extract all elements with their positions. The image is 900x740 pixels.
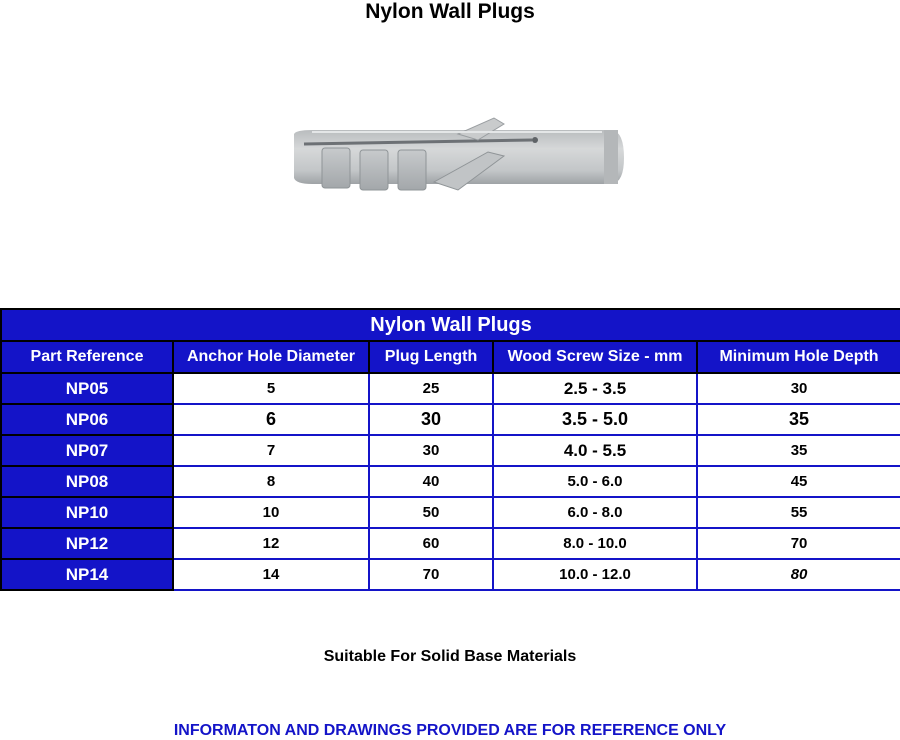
plug-length-cell: 50 — [369, 497, 493, 528]
specification-table — [0, 308, 900, 591]
wood-screw-size-cell: 2.5 - 3.5 — [493, 373, 697, 404]
anchor-hole-diameter-cell: 6 — [173, 404, 369, 435]
page-title: Nylon Wall Plugs — [365, 0, 535, 23]
wood-screw-size-cell: 5.0 - 6.0 — [493, 466, 697, 497]
table-row — [1, 466, 900, 497]
header-wood-screw-size: Wood Screw Size - mm — [493, 341, 697, 373]
plug-length-cell: 40 — [369, 466, 493, 497]
table-row — [1, 404, 900, 435]
wood-screw-size-cell: 6.0 - 8.0 — [493, 497, 697, 528]
wood-screw-size-cell: 8.0 - 10.0 — [493, 528, 697, 559]
minimum-hole-depth-cell: 30 — [697, 373, 900, 404]
anchor-hole-diameter-cell: 12 — [173, 528, 369, 559]
header-plug-length: Plug Length — [369, 341, 493, 373]
suitable-materials-note: Suitable For Solid Base Materials — [323, 648, 577, 665]
plug-length-cell: 60 — [369, 528, 493, 559]
table-row — [1, 435, 900, 466]
plug-length-cell: 25 — [369, 373, 493, 404]
header-part-reference: Part Reference — [1, 341, 173, 373]
plug-length-cell: 30 — [369, 435, 493, 466]
anchor-hole-diameter-cell: 10 — [173, 497, 369, 528]
table-row — [1, 559, 900, 590]
part-reference-cell: NP08 — [1, 466, 173, 497]
plug-length-cell: 30 — [369, 404, 493, 435]
minimum-hole-depth-cell: 70 — [697, 528, 900, 559]
table-row — [1, 497, 900, 528]
nylon-wall-plug-image — [282, 112, 627, 204]
part-reference-cell: NP06 — [1, 404, 173, 435]
table-title: Nylon Wall Plugs — [1, 309, 900, 341]
part-reference-cell: NP10 — [1, 497, 173, 528]
part-reference-cell: NP05 — [1, 373, 173, 404]
wood-screw-size-cell: 3.5 - 5.0 — [493, 404, 697, 435]
table-row — [1, 373, 900, 404]
wood-screw-size-cell: 10.0 - 12.0 — [493, 559, 697, 590]
anchor-hole-diameter-cell: 7 — [173, 435, 369, 466]
table-row — [1, 528, 900, 559]
minimum-hole-depth-cell: 35 — [697, 404, 900, 435]
minimum-hole-depth-cell: 55 — [697, 497, 900, 528]
wood-screw-size-cell: 4.0 - 5.5 — [493, 435, 697, 466]
anchor-hole-diameter-cell: 14 — [173, 559, 369, 590]
part-reference-cell: NP12 — [1, 528, 173, 559]
anchor-hole-diameter-cell: 8 — [173, 466, 369, 497]
header-anchor-hole-diameter: Anchor Hole Diameter — [173, 341, 369, 373]
anchor-hole-diameter-cell: 5 — [173, 373, 369, 404]
minimum-hole-depth-cell: 45 — [697, 466, 900, 497]
minimum-hole-depth-cell: 35 — [697, 435, 900, 466]
header-minimum-hole-depth: Minimum Hole Depth — [697, 341, 900, 373]
part-reference-cell: NP14 — [1, 559, 173, 590]
part-reference-cell: NP07 — [1, 435, 173, 466]
plug-length-cell: 70 — [369, 559, 493, 590]
reference-disclaimer: INFORMATON AND DRAWINGS PROVIDED ARE FOR REFERENCE ONLY — [173, 722, 727, 739]
minimum-hole-depth-cell: 80 — [697, 559, 900, 590]
